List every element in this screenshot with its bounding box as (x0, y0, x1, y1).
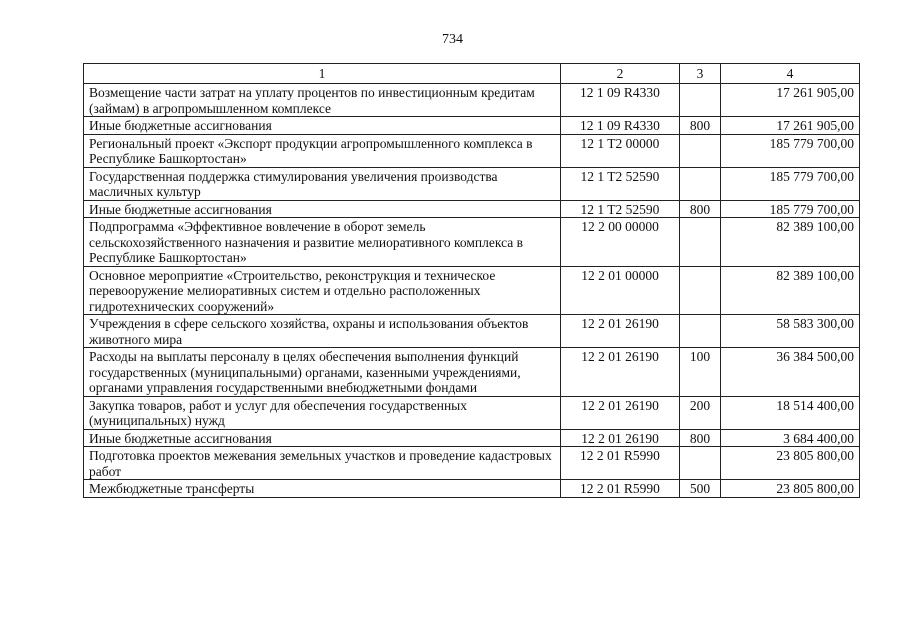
row-name: Региональный проект «Экспорт продукции агропромышленного комплекса в Республике Башкортостан» (84, 134, 561, 167)
budget-table (83, 63, 860, 498)
row-code: 12 1 09 R4330 (561, 84, 680, 117)
table-row (84, 429, 860, 447)
row-type (680, 315, 721, 348)
row-code: 12 1 09 R4330 (561, 117, 680, 135)
table-row (84, 218, 860, 267)
row-type (680, 134, 721, 167)
header-col-3: 3 (680, 64, 721, 84)
row-code: 12 1 T2 52590 (561, 167, 680, 200)
table-row (84, 447, 860, 480)
row-amount: 82 389 100,00 (721, 266, 860, 315)
row-code: 12 2 01 26190 (561, 348, 680, 397)
row-type (680, 447, 721, 480)
header-col-2: 2 (561, 64, 680, 84)
table-row (84, 134, 860, 167)
table-row (84, 167, 860, 200)
row-code: 12 2 01 26190 (561, 315, 680, 348)
row-code: 12 2 01 26190 (561, 396, 680, 429)
row-type: 200 (680, 396, 721, 429)
row-code: 12 2 01 R5990 (561, 480, 680, 498)
row-amount: 185 779 700,00 (721, 134, 860, 167)
row-type: 100 (680, 348, 721, 397)
row-amount: 82 389 100,00 (721, 218, 860, 267)
row-amount: 18 514 400,00 (721, 396, 860, 429)
row-type (680, 167, 721, 200)
row-type (680, 266, 721, 315)
row-code: 12 2 01 00000 (561, 266, 680, 315)
row-type (680, 84, 721, 117)
row-name: Учреждения в сфере сельского хозяйства, охраны и использования объектов животного мира (84, 315, 561, 348)
table-row (84, 396, 860, 429)
row-amount: 23 805 800,00 (721, 480, 860, 498)
row-type: 800 (680, 117, 721, 135)
row-name: Расходы на выплаты персоналу в целях обеспечения выполнения функций государственных (муниципальными) органами, казенными учреждениями, органами управления государственными внебюджетными фондами (84, 348, 561, 397)
row-code: 12 1 T2 52590 (561, 200, 680, 218)
header-col-1: 1 (84, 64, 561, 84)
row-name: Иные бюджетные ассигнования (84, 200, 561, 218)
table-row (84, 480, 860, 498)
row-name: Иные бюджетные ассигнования (84, 429, 561, 447)
row-amount: 23 805 800,00 (721, 447, 860, 480)
row-code: 12 2 01 R5990 (561, 447, 680, 480)
table-row (84, 84, 860, 117)
row-amount: 36 384 500,00 (721, 348, 860, 397)
row-code: 12 2 01 26190 (561, 429, 680, 447)
table-row (84, 315, 860, 348)
row-name: Подготовка проектов межевания земельных участков и проведение кадастровых работ (84, 447, 561, 480)
row-name: Иные бюджетные ассигнования (84, 117, 561, 135)
row-code: 12 2 00 00000 (561, 218, 680, 267)
row-name: Подпрограмма «Эффективное вовлечение в оборот земель сельскохозяйственного назначения и развитие мелиоративного комплекса в Республике Башкортостан» (84, 218, 561, 267)
row-type: 800 (680, 200, 721, 218)
table-row (84, 200, 860, 218)
row-amount: 17 261 905,00 (721, 117, 860, 135)
row-name: Основное мероприятие «Строительство, реконструкция и техническое перевооружение мелиоративных систем и отдельно расположенных гидротехнических сооружений» (84, 266, 561, 315)
row-amount: 3 684 400,00 (721, 429, 860, 447)
row-amount: 58 583 300,00 (721, 315, 860, 348)
row-name: Государственная поддержка стимулирования увеличения производства масличных культур (84, 167, 561, 200)
table-header-row (84, 64, 860, 84)
row-amount: 17 261 905,00 (721, 84, 860, 117)
row-amount: 185 779 700,00 (721, 200, 860, 218)
table-row (84, 348, 860, 397)
row-type: 500 (680, 480, 721, 498)
row-type (680, 218, 721, 267)
page-number: 734 (442, 32, 463, 47)
header-col-4: 4 (721, 64, 860, 84)
row-amount: 185 779 700,00 (721, 167, 860, 200)
row-type: 800 (680, 429, 721, 447)
table-row (84, 266, 860, 315)
table-row (84, 117, 860, 135)
row-name: Закупка товаров, работ и услуг для обеспечения государственных (муниципальных) нужд (84, 396, 561, 429)
row-code: 12 1 T2 00000 (561, 134, 680, 167)
row-name: Межбюджетные трансферты (84, 480, 561, 498)
row-name: Возмещение части затрат на уплату процентов по инвестиционным кредитам (займам) в агропромышленном комплексе (84, 84, 561, 117)
